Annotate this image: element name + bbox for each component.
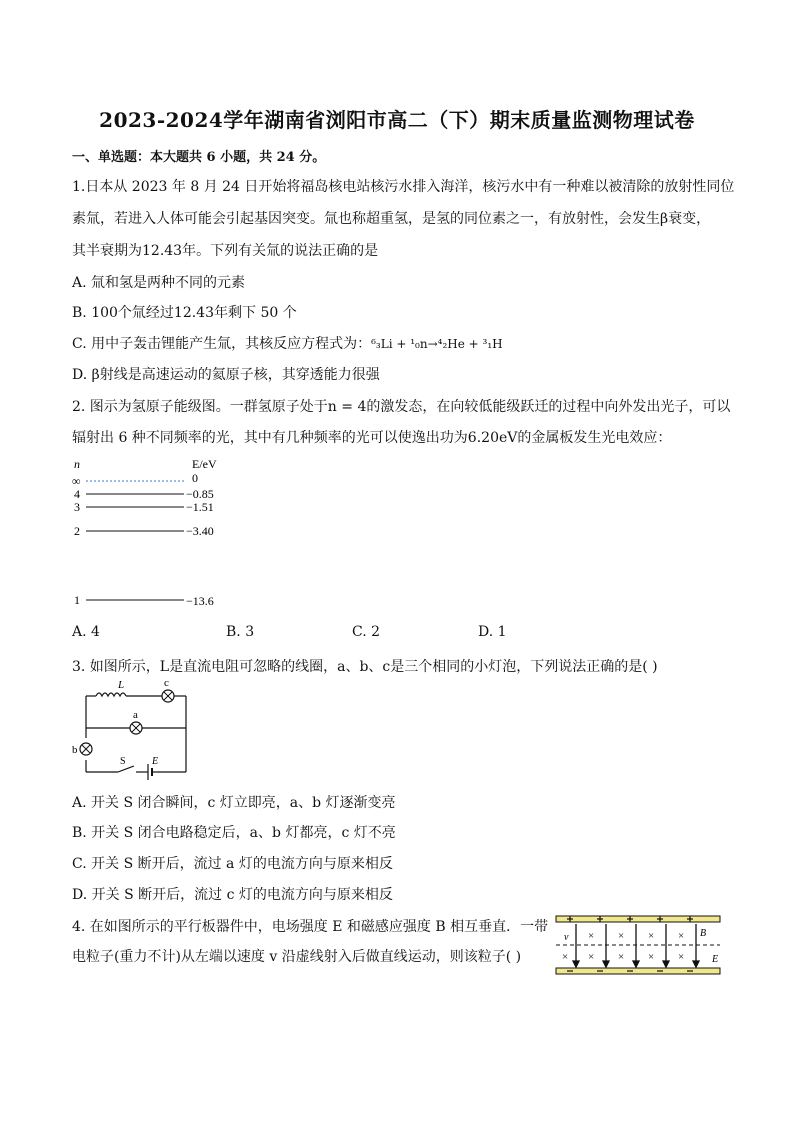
level-2-e: −3.40 (186, 524, 214, 538)
q1-line-1: 1.日本从 2023 年 8 月 24 日开始将福岛核电站核污水排入海洋，核污水中有一种难以被清除的放射性同位 (72, 179, 735, 195)
bottom-plate (556, 968, 720, 974)
q1-option-c (72, 333, 503, 353)
circuit-diagram (70, 676, 200, 780)
q1-option-d: D. β射线是高速运动的氦原子核，其穿透能力很强 (72, 367, 380, 383)
q1-option-b: B. 100个氚经过12.43年剩下 50 个 (72, 305, 297, 321)
q3-option-b: B. 开关 S 闭合电路稳定后，a、b 灯都亮，c 灯不亮 (72, 825, 396, 841)
q3-option-a: A. 开关 S 闭合瞬间，c 灯立即亮，a、b 灯逐渐变亮 (72, 795, 396, 811)
q2-option-a: A. 4 (72, 624, 100, 640)
q2-line-1: 2. 图示为氢原子能级图。一群氢原子处于n = 4的激发态，在向较低能级跃迁的过程中向外发出光子，可以 (72, 399, 731, 415)
level-1-e: −13.6 (186, 594, 214, 608)
svg-text:×: × (588, 930, 595, 942)
energy-level-diagram (66, 452, 266, 612)
svg-text:×: × (618, 930, 625, 942)
q2-option-c: C. 2 (352, 624, 381, 640)
svg-text:×: × (648, 930, 655, 942)
svg-text:×: × (678, 930, 685, 942)
q2-option-d: D. 1 (478, 624, 507, 640)
q1-line-2: 素氚，若进入人体可能会引起基因突变。氚也称超重氢，是氢的同位素之一，有放射性，会发生β衰变， (72, 211, 711, 227)
q4-line-1: 4. 在如图所示的平行板器件中，电场强度 E 和磁感应强度 B 相互垂直．一带 (72, 919, 549, 935)
q1-line-3: 其半衰期为12.43年。下列有关氚的说法正确的是 (72, 243, 379, 259)
lamp-a-label: a (133, 709, 138, 721)
battery-label: E (152, 756, 159, 767)
coil-label: L (118, 679, 125, 691)
level-infinity-e: 0 (192, 471, 198, 485)
svg-text:×: × (588, 951, 595, 963)
q2-line-2: 辐射出 6 种不同频率的光，其中有几种频率的光可以使逸出功为6.20eV的金属板发生光电效应： (72, 430, 672, 446)
q3-option-d: D. 开关 S 断开后，流过 c 灯的电流方向与原来相反 (72, 887, 393, 903)
q1-option-c-text: C. 用中子轰击锂能产生氚，其核反应方程式为： (72, 336, 372, 352)
svg-text:×: × (648, 951, 655, 963)
level-infinity-n: ∞ (72, 474, 81, 488)
lamp-c-label: c (164, 677, 169, 689)
parallel-plate-figure (554, 912, 726, 978)
diagram-e-label: E/eV (192, 457, 217, 471)
top-plate (556, 916, 720, 922)
svg-text:×: × (618, 951, 625, 963)
e-field-label: E (712, 954, 719, 965)
svg-text:×: × (678, 951, 685, 963)
level-3-n: 3 (74, 500, 80, 514)
level-3-e: −1.51 (186, 500, 214, 514)
q3-option-c: C. 开关 S 断开后，流过 a 灯的电流方向与原来相反 (72, 856, 393, 872)
diagram-n-label: n (74, 457, 80, 471)
level-4-n: 4 (74, 487, 80, 501)
coil-icon (96, 693, 126, 696)
svg-text:×: × (562, 951, 569, 963)
page-title: 2023-2024学年湖南省浏阳市高二（下）期末质量监测物理试卷 (99, 108, 695, 132)
switch-label: S (120, 756, 126, 767)
q1-option-c-equation: ⁶₃Li + ¹₀n→⁴₂He + ³₁H (371, 337, 503, 351)
level-1-n: 1 (74, 593, 80, 607)
level-4-e: −0.85 (186, 487, 214, 501)
level-2-n: 2 (74, 524, 80, 538)
b-field-label: B (700, 928, 707, 939)
q4-line-2: 电粒子(重力不计)从左端以速度 v 沿虚线射入后做直线运动，则该粒子( ) (72, 949, 522, 965)
velocity-label: v (564, 932, 569, 943)
lamp-b-label: b (72, 744, 78, 756)
section-heading: 一、单选题：本大题共 6 小题，共 24 分。 (72, 150, 326, 165)
q2-option-b: B. 3 (226, 624, 255, 640)
q1-option-a: A. 氚和氢是两种不同的元素 (72, 275, 246, 291)
q3-line-1: 3. 如图所示，L是直流电阻可忽略的线圈，a、b、c是三个相同的小灯泡，下列说法正确的是( ) (72, 659, 658, 675)
